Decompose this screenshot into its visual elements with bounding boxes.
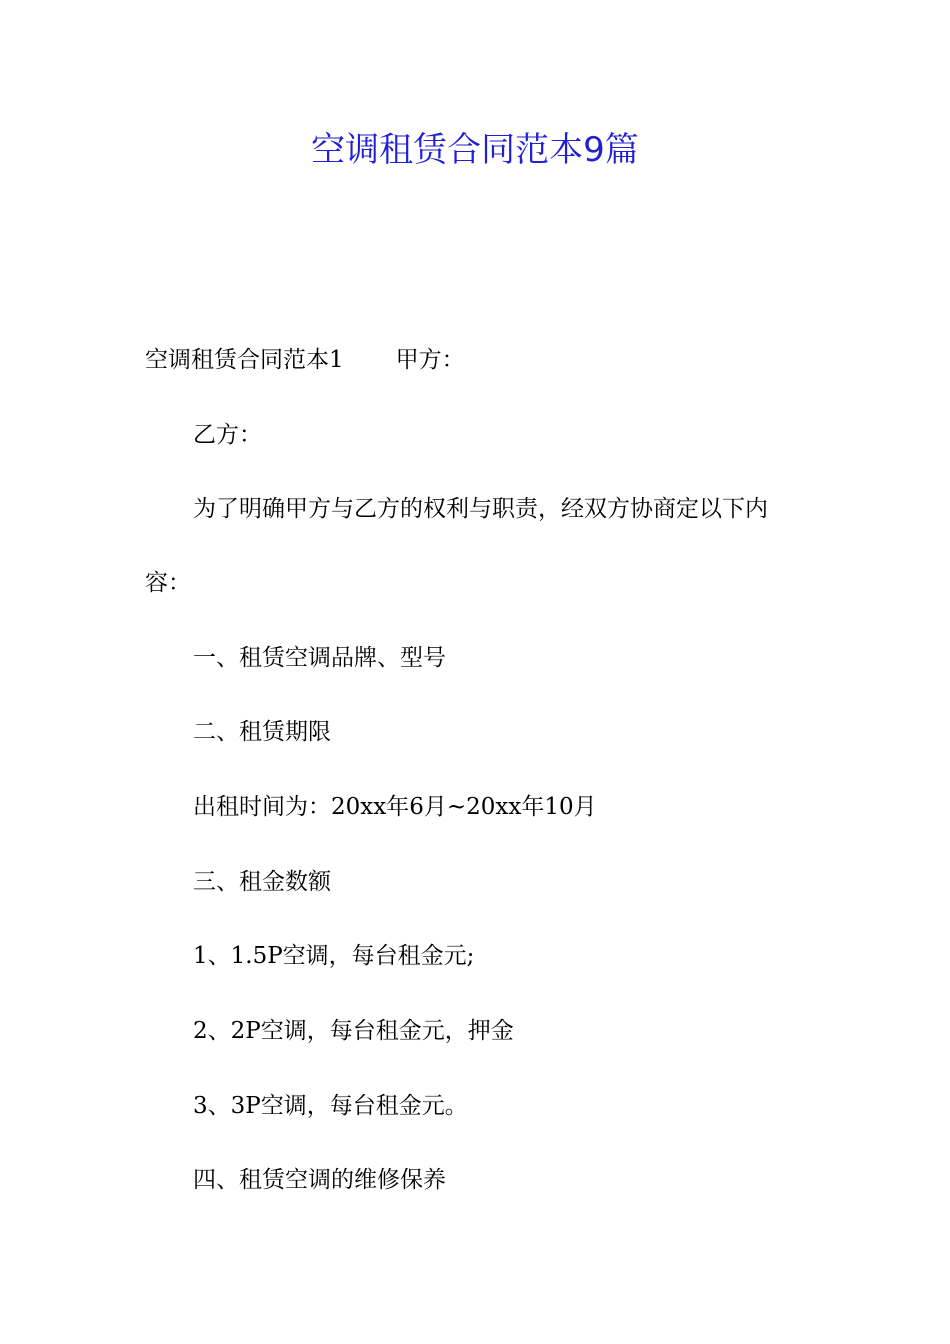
rental-period-text: 出租时间为：20xx年6月~20xx年10月 [193,794,597,820]
party-a-label: 甲方： [395,347,465,373]
clause-heading-3: 三、租金数额 [193,869,331,895]
rent-item-2: 2、2P空调，每台租金元，押金 [193,1018,514,1044]
rent-item-3: 3、3P空调，每台租金元。 [193,1093,468,1119]
clause-heading-2: 二、租赁期限 [193,719,331,745]
rent-item-1: 1、1.5P空调，每台租金元; [193,943,475,969]
party-b-label: 乙方： [193,422,262,448]
clause-heading-4: 四、租赁空调的维修保养 [193,1167,446,1193]
clause-heading-1: 一、租赁空调品牌、型号 [193,645,446,671]
heading-line [145,344,465,376]
intro-paragraph-line-2: 容： [145,570,191,596]
document-title: 空调租赁合同范本9篇 [311,130,639,170]
intro-paragraph-line-1: 为了明确甲方与乙方的权利与职责，经双方协商定以下内 [193,496,768,522]
section-label: 空调租赁合同范本1 [145,347,344,373]
